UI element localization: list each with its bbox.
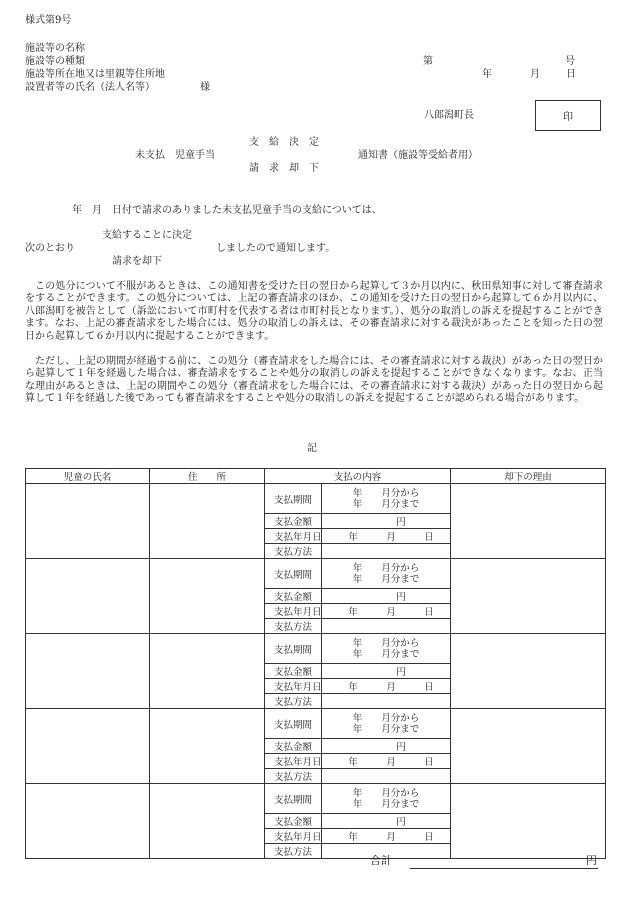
payment-amount-value[interactable]: 円 xyxy=(322,514,451,529)
period-to: 年 月分まで xyxy=(352,798,420,810)
label-payment-date: 支払年月日 xyxy=(265,679,322,694)
period-to: 年 月分まで xyxy=(352,573,420,585)
header-address: 住 所 xyxy=(150,469,265,484)
notice-option-reject: 請求を却下 xyxy=(112,256,162,267)
child-name-cell[interactable] xyxy=(26,484,150,559)
payment-period-value[interactable] xyxy=(322,784,451,814)
payment-method-value[interactable] xyxy=(322,619,451,634)
facility-type-label: 施設等の種類 xyxy=(25,56,85,67)
title-left: 未支払 児童手当 xyxy=(135,150,215,161)
notice-prefix: 次のとおり xyxy=(25,243,75,254)
payment-amount-value[interactable]: 円 xyxy=(322,589,451,604)
seal-box xyxy=(535,100,601,131)
seal-label: 印 xyxy=(563,112,573,123)
rejection-reason-cell[interactable] xyxy=(451,634,606,709)
rejection-reason-cell[interactable] xyxy=(451,484,606,559)
payment-period-value[interactable] xyxy=(322,634,451,664)
payment-method-value[interactable] xyxy=(322,544,451,559)
rejection-reason-cell[interactable] xyxy=(451,559,606,634)
label-payment-method: 支払方法 xyxy=(265,769,322,784)
payment-amount-value[interactable]: 円 xyxy=(322,814,451,829)
payment-method-value[interactable] xyxy=(322,769,451,784)
title-right: 通知書（施設等受給者用） xyxy=(358,150,478,161)
payment-amount-value[interactable]: 円 xyxy=(322,739,451,754)
label-payment-amount: 支払金額 xyxy=(265,664,322,679)
table-header-row xyxy=(26,469,606,484)
payment-period-value[interactable] xyxy=(322,559,451,589)
date-month: 月 xyxy=(530,69,540,80)
founder-label: 設置者等の氏名（法人名等） xyxy=(25,82,155,93)
label-payment-amount: 支払金額 xyxy=(265,514,322,529)
period-from: 年 月分から xyxy=(352,487,420,499)
label-payment-amount: 支払金額 xyxy=(265,589,322,604)
period-to: 年 月分まで xyxy=(352,648,420,660)
header-payment-content: 支払の内容 xyxy=(265,469,451,484)
address-cell[interactable] xyxy=(150,709,265,784)
payment-date-value[interactable]: 年 月 日 xyxy=(322,679,451,694)
period-from: 年 月分から xyxy=(352,712,420,724)
issuer-name: 八郎潟町長 xyxy=(424,110,474,121)
address-cell[interactable] xyxy=(150,484,265,559)
period-to: 年 月分まで xyxy=(352,723,420,735)
rejection-reason-cell[interactable] xyxy=(451,784,606,859)
doc-number-prefix: 第 xyxy=(423,56,433,67)
doc-number-suffix: 号 xyxy=(565,56,575,67)
label-payment-period: 支払期間 xyxy=(265,484,322,514)
period-from: 年 月分から xyxy=(352,562,420,574)
ki-heading: 記 xyxy=(307,443,317,454)
label-payment-method: 支払方法 xyxy=(265,619,322,634)
table-row xyxy=(26,559,606,589)
period-to: 年 月分まで xyxy=(352,498,420,510)
paragraph-appeal: この処分について不服があるときは、この通知書を受けた日の翌日から起算して３か月以内に、秋田県知事に対して審査請求をすることができます。この処分については、上記の審査請求のほか、この通知を受けた日の翌日から起算して６か月以内に、八郎潟町を被告として（訴訟において市町村を代表する者は市町村長となります。）、処分の取消しの訴えを提起することができます。なお、上記の審査請求をした場合には、処分の取消しの訴えは、その審査請求に対する裁決があったことを知った日の翌日から起算して６か月以内に提起することができます。 xyxy=(25,281,603,342)
label-payment-date: 支払年月日 xyxy=(265,829,322,844)
label-payment-method: 支払方法 xyxy=(265,544,322,559)
period-from: 年 月分から xyxy=(352,637,420,649)
table-row xyxy=(26,484,606,514)
total-label: 合計 xyxy=(370,854,392,867)
notice-line1: 年 月 日付で請求のありました未支払児童手当の支給については、 xyxy=(72,205,382,216)
rejection-reason-cell[interactable] xyxy=(451,709,606,784)
payment-method-value[interactable] xyxy=(322,694,451,709)
total-unit: 円 xyxy=(586,854,597,867)
table-row xyxy=(26,634,606,664)
payment-date-value[interactable]: 年 月 日 xyxy=(322,829,451,844)
child-name-cell[interactable] xyxy=(26,634,150,709)
address-cell[interactable] xyxy=(150,784,265,859)
total-underline xyxy=(410,868,598,869)
payment-date-value[interactable]: 年 月 日 xyxy=(322,754,451,769)
payment-date-value[interactable]: 年 月 日 xyxy=(322,604,451,619)
payment-table xyxy=(25,468,606,859)
label-payment-period: 支払期間 xyxy=(265,634,322,664)
payment-amount-value[interactable]: 円 xyxy=(322,664,451,679)
period-from: 年 月分から xyxy=(352,787,420,799)
label-payment-method: 支払方法 xyxy=(265,694,322,709)
header-child-name: 児童の氏名 xyxy=(26,469,150,484)
date-day: 日 xyxy=(566,69,576,80)
date-year: 年 xyxy=(482,69,492,80)
label-payment-amount: 支払金額 xyxy=(265,739,322,754)
table-row xyxy=(26,784,606,814)
address-cell[interactable] xyxy=(150,559,265,634)
label-payment-method: 支払方法 xyxy=(265,844,322,859)
paragraph-limitation: ただし、上記の期間が経過する前に、この処分（審査請求をした場合には、その審査請求に対する裁決）があった日の翌日から起算して１年を経過した場合は、審査請求をすることや処分の取消しの訴えを提起することができなくなります。なお、正当な理由があるときは、上記の期間やこの処分（審査請求をした場合には、その審査請求に対する裁決）があった日の翌日から起算して１年を経過した後であっても審査請求をすることや処分の取消しの訴えを提起することが認められる場合があります。 xyxy=(25,356,603,405)
title-decision: 支 給 決 定 xyxy=(249,137,319,148)
child-name-cell[interactable] xyxy=(26,559,150,634)
table-row xyxy=(26,709,606,739)
payment-date-value[interactable]: 年 月 日 xyxy=(322,529,451,544)
notice-option-grant: 支給することに決定 xyxy=(102,230,192,241)
child-name-cell[interactable] xyxy=(26,709,150,784)
label-payment-amount: 支払金額 xyxy=(265,814,322,829)
facility-name-label: 施設等の名称 xyxy=(25,43,85,54)
label-payment-date: 支払年月日 xyxy=(265,754,322,769)
payment-period-value[interactable] xyxy=(322,484,451,514)
label-payment-period: 支払期間 xyxy=(265,784,322,814)
label-payment-date: 支払年月日 xyxy=(265,604,322,619)
label-payment-date: 支払年月日 xyxy=(265,529,322,544)
facility-address-label: 施設等所在地又は里親等住所地 xyxy=(25,69,165,80)
child-name-cell[interactable] xyxy=(26,784,150,859)
label-payment-period: 支払期間 xyxy=(265,559,322,589)
sama-suffix: 様 xyxy=(200,82,210,93)
notice-suffix: しましたので通知します。 xyxy=(216,243,336,254)
title-rejection: 請 求 却 下 xyxy=(249,163,319,174)
label-payment-period: 支払期間 xyxy=(265,709,322,739)
form-number: 様式第9号 xyxy=(25,15,72,26)
address-cell[interactable] xyxy=(150,634,265,709)
payment-period-value[interactable] xyxy=(322,709,451,739)
header-rejection-reason: 却下の理由 xyxy=(451,469,606,484)
